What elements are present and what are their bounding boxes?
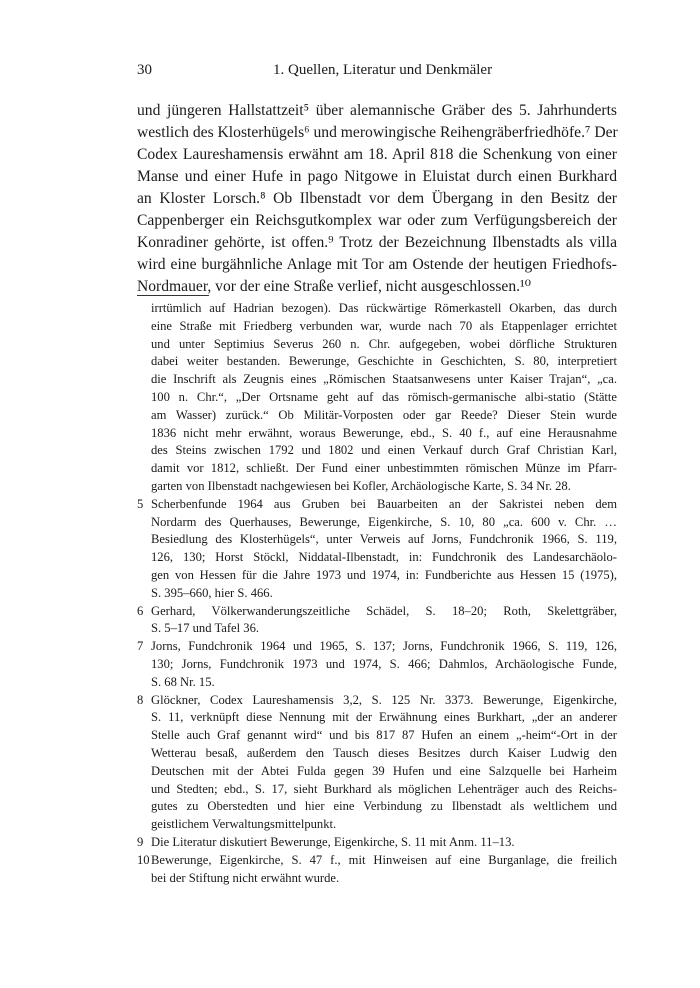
- page-number: 30: [137, 62, 152, 78]
- footnote-line: die Inschrift als Zeugnis eines „Römischen Staatsanwesens unter Kaiser Trajan“, „ca.: [151, 372, 617, 387]
- main-text-body: [137, 100, 617, 298]
- footnote-line: Stelle auch Graf genannt wird“ und bis 817 87 Hufen an einem „-heim“-Ort in der: [151, 728, 617, 743]
- footnote-line: 130; Jorns, Fundchronik 1973 und 1974, S. 466; Dahmlos, Archäologische Funde,: [151, 656, 617, 671]
- footnote-line: Gerhard, Völkerwanderungszeitliche Schädel, S. 18–20; Roth, Skelettgräber,: [151, 603, 617, 618]
- main-text-line: Manse und einer Hufe in pago Nitgowe in Eluistat durch einen Burkhard: [137, 168, 617, 185]
- footnote-line: geistlichem Verwaltungsmittelpunkt.: [151, 817, 337, 832]
- footnote-line: irrtümlich auf Hadrian bezogen). Das rückwärtige Römerkastell Okarben, das durch: [151, 301, 617, 315]
- main-text-line: Konradiner gehörte, ist offen.⁹ Trotz der Bezeichnung Ilbenstadts als villa: [137, 234, 617, 251]
- footnote-continuation: [137, 300, 617, 496]
- footnote-6: [137, 603, 617, 639]
- footnote-line: und unter Septimius Severus 260 n. Chr. aufgegeben, wobei dörfliche Strukturen: [151, 336, 617, 351]
- footnote-number: 9: [137, 834, 144, 849]
- footnote-5: [137, 496, 617, 603]
- footnote-line: Jorns, Fundchronik 1964 und 1965, S. 137; Jorns, Fundchronik 1966, S. 119, 126,: [151, 639, 617, 654]
- main-text-line: Cappenberger ein Reichsgutkomplex war oder zum Verfügungsbereich der: [137, 212, 617, 229]
- footnote-line: und Stedten; ebd., S. 17, sieht Burkhard als möglichen Lehenträger auch des Reichs-: [151, 781, 617, 796]
- footnote-line: 1836 nicht mehr erwähnt, woraus Bewerunge, ebd., S. 40 f., auf eine Herausnahme: [151, 425, 617, 440]
- footnote-line: bei der Stiftung nicht erwähnt wurde.: [151, 870, 340, 885]
- main-text-line: Codex Laureshamensis erwähnt am 18. April 818 die Schenkung von einer: [137, 146, 617, 163]
- footnote-8: [137, 692, 617, 834]
- main-text-line: westlich des Klosterhügels⁶ und merowingische Reihengräberfriedhöfe.⁷ Der: [137, 124, 618, 141]
- footnote-line: Deutschen mit der Abtei Fulda gegen 39 Hufen und eine Salzquelle bei Harheim: [151, 763, 617, 778]
- footnote-number: 10: [137, 852, 150, 867]
- footnote-line: Besiedlung des Klosterhügels“, unter Verweis auf Jorns, Fundchronik 1966, S. 119,: [151, 532, 617, 547]
- footnote-line: Nordarm des Querhauses, Bewerunge, Eigenkirche, S. 10, 80 „ca. 600 v. Chr. …: [151, 514, 617, 529]
- footnote-separator: [137, 295, 209, 296]
- footnote-line: S. 68 Nr. 15.: [151, 674, 215, 689]
- footnote-line: gutes zu Oberstedten und hier eine Verbindung zu Ilbenstadt als weltlichem und: [151, 799, 617, 814]
- footnote-line: Glöckner, Codex Laureshamensis 3,2, S. 125 Nr. 3373. Bewerunge, Eigenkirche,: [151, 692, 617, 707]
- footnote-line: damit vor 1812, schließt. Der Fund einer unbestimmten römischen Münze im Pfarr-: [151, 461, 617, 476]
- main-text-line: an Kloster Lorsch.⁸ Ob Ilbenstadt vor dem Übergang in den Besitz der: [137, 190, 617, 207]
- footnote-line: Scherbenfunde 1964 aus Gruben bei Bauarbeiten an der Sakristei neben dem: [151, 496, 617, 511]
- page-header: [137, 62, 617, 82]
- footnote-line: 126, 130; Horst Stöckl, Niddatal-Ilbenstadt, in: Fundchronik des Landesarchäolo-: [151, 550, 617, 565]
- running-title: 1. Quellen, Literatur und Denkmäler: [273, 62, 493, 78]
- footnote-line: gen von Hessen für die Jahre 1973 und 1974, in: Fundberichte aus Hessen 15 (1975),: [151, 567, 617, 582]
- footnote-number: 8: [137, 692, 144, 707]
- footnote-line: Bewerunge, Eigenkirche, S. 47 f., mit Hinweisen auf eine Burganlage, die freilich: [151, 852, 617, 867]
- footnote-line: S. 11, verknüpft diese Nennung mit der Erwähnung eines Burkhart, „der an anderer: [151, 710, 617, 725]
- footnote-line: Wetterau besaß, außerdem den Tausch dieses Besitzes durch Kaiser Ludwig den: [151, 745, 617, 760]
- footnote-9: [137, 834, 617, 852]
- footnote-number: 5: [137, 496, 144, 511]
- footnote-line: 100 n. Chr.“, „Der Ortsname geht auf das römisch-germanische albi-statio (Stätte: [151, 389, 617, 404]
- footnote-line: eine Straße mit Friedberg verbunden war, wurde nach 70 als Etappenlager errichtet: [151, 318, 617, 333]
- footnote-line: Die Literatur diskutiert Bewerunge, Eigenkirche, S. 11 mit Anm. 11–13.: [151, 834, 515, 849]
- footnote-line: dabei weiter bestanden. Bewerunge, Geschichte in Geschichten, S. 80, interpretiert: [151, 354, 617, 369]
- footnote-number: 7: [137, 639, 144, 654]
- main-text-line: Nordmauer, vor der eine Straße verlief, nicht ausgeschlossen.¹⁰: [137, 278, 531, 295]
- footnote-line: S. 395–660, hier S. 466.: [151, 585, 273, 600]
- footnote-10: [137, 852, 617, 888]
- footnote-line: des Steins zwischen 1792 und 1802 und einen Verkauf durch Graf Christian Karl,: [151, 443, 617, 458]
- main-text-line: wird eine burgähnliche Anlage mit Tor am Ostende der heutigen Friedhofs-: [137, 256, 617, 273]
- footnotes: [137, 300, 617, 887]
- footnote-line: am Wasser) zurück.“ Ob Militär-Vorposten oder gar Reede? Dieser Stein wurde: [151, 407, 617, 422]
- footnote-number: 6: [137, 603, 144, 618]
- footnote-line: garten von Ilbenstadt nachgewiesen bei Kofler, Archäologische Karte, S. 34 Nr. 28.: [151, 478, 571, 493]
- footnote-line: S. 5–17 und Tafel 36.: [151, 621, 260, 636]
- main-text-line: und jüngeren Hallstattzeit⁵ über alemannische Gräber des 5. Jahrhunderts: [137, 102, 617, 119]
- footnote-7: [137, 638, 617, 691]
